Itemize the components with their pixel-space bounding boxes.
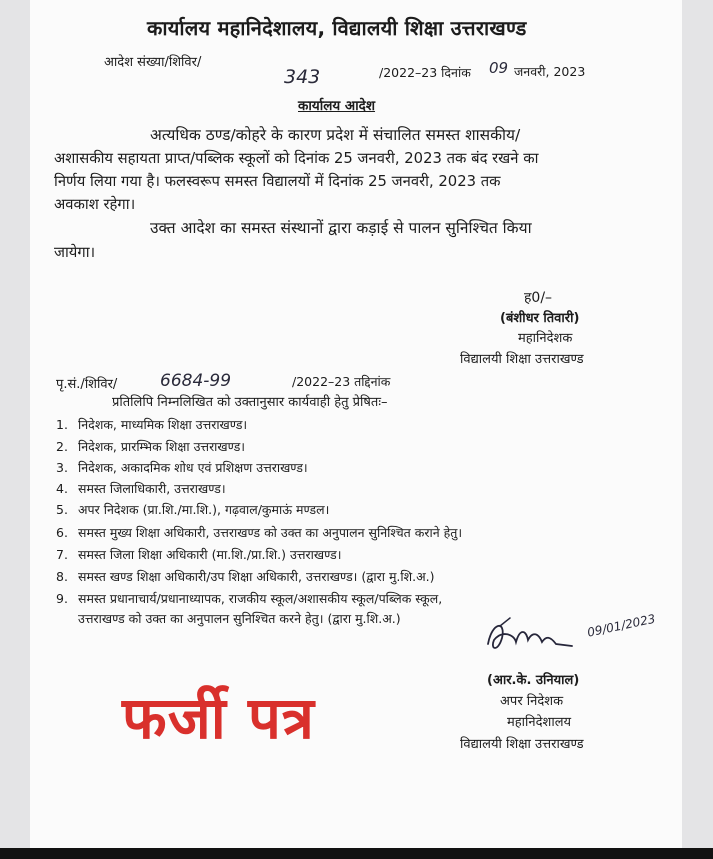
additional-director-office: महानिदेशालय: [507, 715, 572, 730]
para2-line-2: जायेगा।: [54, 244, 96, 261]
list-item-2: 2. निदेशक, प्रारम्भिक शिक्षा उत्तराखण्ड।: [56, 439, 246, 454]
list-item-4: 4. समस्त जिलाधिकारी, उत्तराखण्ड।: [56, 481, 226, 496]
document-page: [30, 0, 682, 848]
list-item-1: 1. निदेशक, माध्यमिक शिक्षा उत्तराखण्ड।: [56, 417, 248, 432]
additional-director-department: विद्यालयी शिक्षा उत्तराखण्ड: [460, 737, 584, 752]
copy-ref-number: 6684-99: [160, 371, 232, 391]
list-item-7: 7. समस्त जिला शिक्षा अधिकारी (मा.शि./प्रा.शि.) उत्तराखण्ड।: [56, 547, 342, 562]
list-item-3: 3. निदेशक, अकादमिक शोध एवं प्रशिक्षण उत्तराखण्ड।: [56, 460, 308, 475]
list-item-8: 8. समस्त खण्ड शिक्षा अधिकारी/उप शिक्षा अधिकारी, उत्तराखण्ड। (द्वारा मु.शि.अ.): [56, 569, 435, 584]
para1-line-4: अवकाश रहेगा।: [54, 196, 136, 213]
order-number: 343: [284, 66, 321, 88]
order-month-year: जनवरी, 2023: [514, 64, 586, 79]
handwritten-signature: [480, 612, 580, 662]
order-subtitle: कार्यालय आदेश: [298, 98, 376, 114]
copy-ref-year: /2022–23 तद्दिनांक: [292, 374, 391, 389]
list-item-9: 9. समस्त प्रधानाचार्य/प्रधानाध्यापक, राजकीय स्कूल/अशासकीय स्कूल/पब्लिक स्कूल,: [56, 591, 443, 606]
para1-line-1: अत्यधिक ठण्ड/कोहरे के कारण प्रदेश में संचालित समस्त शासकीय/: [150, 126, 521, 144]
para1-line-2: अशासकीय सहायता प्राप्त/पब्लिक स्कूलों को दिनांक 25 जनवरी, 2023 तक बंद रखने का: [54, 150, 539, 167]
list-item-6: 6. समस्त मुख्य शिक्षा अधिकारी, उत्तराखण्ड को उक्त का अनुपालन सुनिश्चित कराने हेतु।: [56, 525, 463, 540]
para1-line-3: निर्णय लिया गया है। फलस्वरूप समस्त विद्यालयों में दिनांक 25 जनवरी, 2023 तक: [54, 173, 501, 190]
list-item-5: 5. अपर निदेशक (प्रा.शि./मा.शि.), गढ़वाल/कुमाऊं मण्डल।: [56, 502, 330, 517]
order-ref-label: आदेश संख्या/शिविर/: [104, 55, 202, 70]
signature-date: 09/01/2023: [586, 611, 657, 640]
fake-letter-stamp: फर्जी पत्र: [122, 684, 315, 752]
bottom-edge-bar: [0, 848, 713, 859]
signatory-name: (बंशीधर तिवारी): [500, 311, 580, 326]
additional-director-name: (आर.के. उनियाल): [487, 673, 580, 688]
copy-ref-label: पृ.सं./शिविर/: [56, 377, 118, 392]
list-item-9-continued: उत्तराखण्ड को उक्त का अनुपालन सुनिश्चित करने हेतु। (द्वारा मु.शि.अ.): [78, 611, 401, 626]
additional-director-designation: अपर निदेशक: [500, 694, 564, 709]
para2-line-1: उक्त आदेश का समस्त संस्थानों द्वारा कड़ाई से पालन सुनिश्चित किया: [150, 219, 532, 237]
copy-intro: प्रतिलिपि निम्नलिखित को उक्तानुसार कार्यवाही हेतु प्रेषितः–: [112, 395, 388, 410]
order-year-date: /2022–23 दिनांक: [379, 65, 471, 80]
office-title: कार्यालय महानिदेशालय, विद्यालयी शिक्षा उत्तराखण्ड: [147, 16, 527, 40]
signatory-department: विद्यालयी शिक्षा उत्तराखण्ड: [460, 352, 584, 367]
order-day: 09: [489, 59, 509, 77]
signed-mark: ह0/–: [524, 290, 553, 306]
signatory-designation: महानिदेशक: [518, 331, 573, 346]
